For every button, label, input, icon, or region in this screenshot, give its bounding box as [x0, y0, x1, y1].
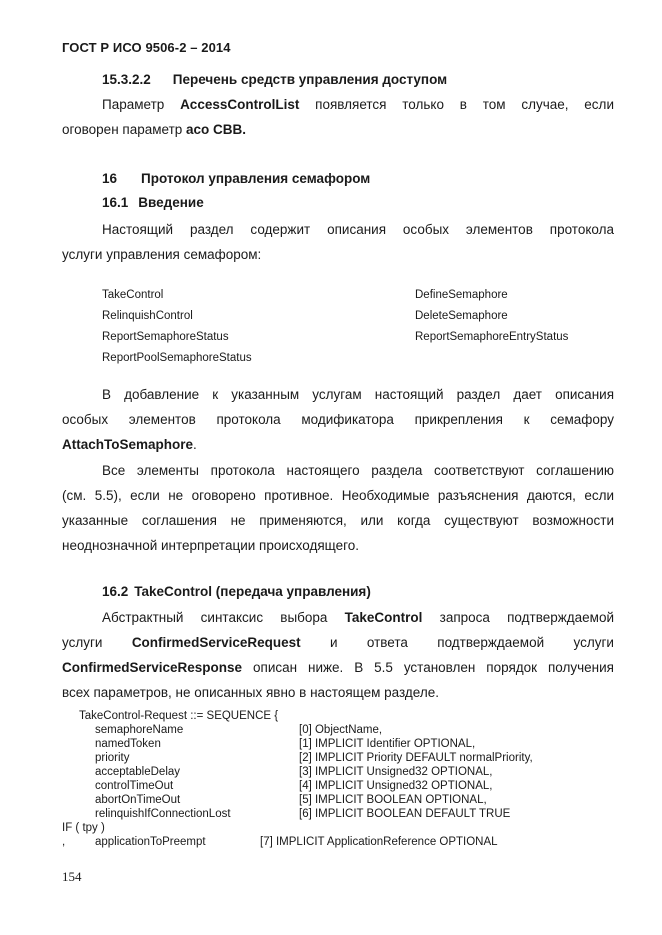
code-field-type: [2] IMPLICIT Priority DEFAULT normalPriority,	[299, 752, 533, 764]
section-15-3-2-2-heading	[102, 72, 447, 87]
code-field-name: semaphoreName	[95, 724, 184, 736]
code-field-name: namedToken	[95, 738, 161, 750]
paragraph-convention-line4: неоднозначной интерпретации происходящего.	[62, 538, 359, 553]
paragraph-addition-line3: AttachToSemaphore.	[62, 437, 197, 452]
code-field-names	[95, 723, 231, 821]
code-field-type: [0] ObjectName,	[299, 724, 383, 736]
code-field-type: [6] IMPLICIT BOOLEAN DEFAULT TRUE	[299, 808, 511, 820]
paragraph-convention-line2: (см. 5.5), если не оговорено противное. Необходимые разъяснения даются, если	[62, 488, 614, 503]
list-item: DeleteSemaphore	[415, 310, 508, 322]
section-16-heading: 16 Протокол управления семафором	[102, 171, 371, 186]
code-field-type: [3] IMPLICIT Unsigned32 OPTIONAL,	[299, 766, 493, 778]
paragraph-intro-line2: услуги управления семафором:	[62, 247, 262, 262]
list-item: RelinquishControl	[102, 310, 193, 322]
paragraph-takecontrol-line2: услуги ConfirmedServiceRequest и ответа подтверждаемой услуги	[62, 635, 614, 650]
code-field-name: relinquishIfConnectionLost	[95, 808, 231, 820]
section-number: 15.3.2.2	[102, 72, 151, 87]
code-field-name: acceptableDelay	[95, 766, 181, 778]
section-16-1-heading: 16.1 Введение	[102, 195, 204, 210]
list-item: TakeControl	[102, 289, 164, 301]
page-number: 154	[62, 869, 82, 884]
code-last-comma: ,	[62, 836, 66, 848]
code-field-type: [1] IMPLICIT Identifier OPTIONAL,	[299, 738, 476, 750]
section-16-2-heading: 16.2 TakeControl (передача управления)	[102, 584, 371, 599]
code-sequence-head: TakeControl-Request ::= SEQUENCE {	[79, 710, 279, 722]
paragraph-convention-line3: указанные соглашения не применяются, или когда существуют возможности	[62, 513, 614, 528]
paragraph-takecontrol-line3: ConfirmedServiceResponse описан ниже. В 5.5 установлен порядок получения	[62, 660, 614, 675]
paragraph-access-line2: оговорен параметр aco CBB.	[62, 122, 247, 137]
paragraph-convention-line1: Все элементы протокола настоящего раздела соответствуют соглашению	[102, 463, 614, 478]
paragraph-access-line1: Параметр AccessControlList появляется только в том случае, если	[102, 97, 614, 112]
list-item: DefineSemaphore	[415, 289, 508, 301]
paragraph-intro-line1: Настоящий раздел содержит описания особых элементов протокола	[102, 222, 614, 237]
list-item: ReportPoolSemaphoreStatus	[102, 352, 252, 364]
code-field-type: [4] IMPLICIT Unsigned32 OPTIONAL,	[299, 780, 493, 792]
list-item: ReportSemaphoreStatus	[102, 331, 229, 343]
code-field-name: controlTimeOut	[95, 780, 174, 792]
code-field-type: [5] IMPLICIT BOOLEAN OPTIONAL,	[299, 794, 487, 806]
code-last-field-name: applicationToPreempt	[95, 836, 206, 848]
code-field-types	[299, 723, 533, 821]
code-last-field-type: [7] IMPLICIT ApplicationReference OPTIONAL	[260, 836, 498, 848]
code-if-line: IF ( tpy )	[62, 822, 105, 834]
code-field-name: abortOnTimeOut	[95, 794, 181, 806]
paragraph-takecontrol-line4: всех параметров, не описанных явно в настоящем разделе.	[62, 685, 439, 700]
paragraph-addition-line2: особых элементов протокола модификатора прикрепления к семафору	[62, 412, 614, 427]
services-left-list	[102, 285, 252, 369]
paragraph-takecontrol-line1: Абстрактный синтаксис выбора TakeControl запроса подтверждаемой	[102, 610, 614, 625]
list-item: ReportSemaphoreEntryStatus	[415, 331, 569, 343]
services-right-list	[415, 285, 568, 348]
code-field-name: priority	[95, 752, 130, 764]
section-title: Перечень средств управления доступом	[172, 72, 448, 87]
page-header: ГОСТ Р ИСО 9506-2 – 2014	[62, 40, 231, 55]
paragraph-addition-line1: В добавление к указанным услугам настоящий раздел дает описания	[102, 387, 614, 402]
